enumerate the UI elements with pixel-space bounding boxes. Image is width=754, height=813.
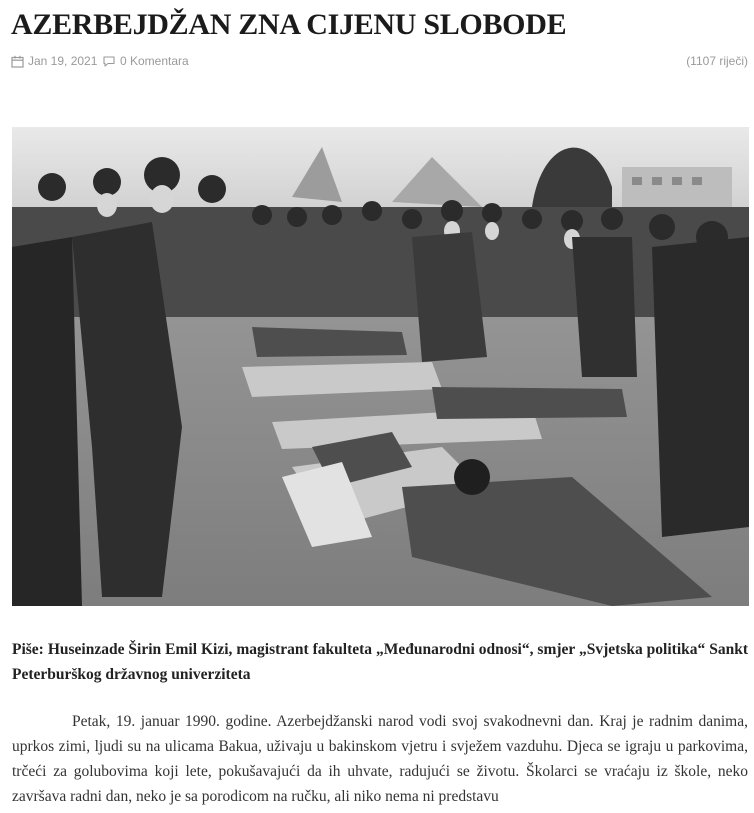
comments-count-text[interactable]: 0 Komentara	[120, 54, 189, 68]
post-date	[11, 54, 97, 68]
photo-image	[12, 127, 749, 606]
article-byline: Piše: Huseinzade Širin Emil Kizi, magistrant fakulteta „Međunarodni odnosi“, smjer „Svjetska politika“ Sankt Peterburškog državnog univerziteta	[12, 641, 748, 683]
comments-link[interactable]	[102, 54, 189, 68]
article-photo	[12, 127, 749, 606]
comment-bubble-icon	[102, 55, 116, 68]
word-count: (1107 riječi)	[686, 54, 748, 68]
calendar-icon	[11, 55, 24, 68]
post-meta	[11, 54, 748, 72]
article-paragraph: Petak, 19. januar 1990. godine. Azerbejdžanski narod vodi svoj svakodnevni dan. Kraj je radnim danima, uprkos zimi, ljudi su na ulicama Bakua, uživaju u bakinskom vjetru i svježem vazduhu. Djeca se igraju u parkovima, trčeći za golubovima koji lete, pokušavajući da ih uhvate, radujući se životu. Školarci se vraćaju iz škole, neko završava radni dan, neko je sa porodicom na ručku, ali niko nema ni predstavu	[12, 713, 748, 805]
article-title: AZERBEJDŽAN ZNA CIJENU SLOBODE	[11, 8, 567, 41]
post-date-text: Jan 19, 2021	[28, 54, 98, 68]
